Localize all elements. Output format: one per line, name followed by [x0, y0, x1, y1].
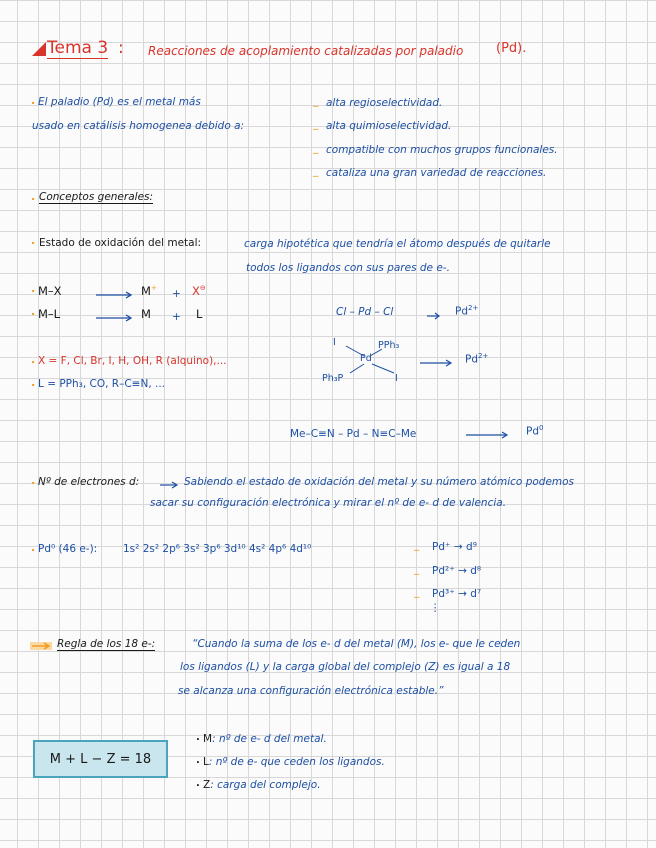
electrones-def-2: sacar su configuración electrónica y mirar el nº de e- d de valencia. — [150, 497, 507, 509]
pd2-product: $Pd^{2+}$ — [455, 304, 479, 318]
formula-box — [33, 740, 168, 778]
ion-3: Pd³⁺ → d⁷ — [432, 588, 482, 600]
l-symbol: L — [196, 307, 203, 321]
def-l: L: nº de e- que ceden los ligandos. — [203, 756, 385, 768]
nitrile-complex: Me–C≡N – Pd – N≡C–Me — [290, 428, 417, 440]
page-subtitle: Reacciones de acoplamiento catalizadas por paladio — [148, 44, 464, 58]
electron-config: 1s² 2s² 2p⁶ 3s² 3p⁶ 3d¹⁰ 4s² 4p⁶ 4d¹⁰ — [123, 543, 312, 555]
complex-pd: Pd — [360, 353, 372, 364]
ion-dash: _ — [414, 539, 420, 551]
bullet-dot: . — [31, 234, 36, 247]
bullet-dot: . — [31, 474, 36, 487]
intro-line-2: usado en catálisis homogenea debido a: — [32, 120, 245, 132]
page-title: Tema 3 — [47, 38, 109, 58]
bullet-dot: . — [196, 778, 200, 789]
ion-2: Pd²⁺ → d⁸ — [432, 565, 482, 577]
regla-quote-3: se alcanza una configuración electrónica estable.” — [178, 685, 444, 697]
intro-line-1: El paladio (Pd) es el metal más — [38, 96, 201, 108]
mplus: M+ — [141, 284, 157, 298]
bullet-dot: . — [31, 190, 36, 203]
x-list: X = F, Cl, Br, I, H, OH, R (alquino),... — [38, 355, 227, 367]
reason-dash: _ — [313, 165, 319, 177]
complex-ph3p: Ph₃P — [322, 373, 344, 384]
regla-quote-1: “Cuando la suma de los e- d del metal (M), los e- que le ceden — [192, 638, 521, 650]
plus-sign: + — [172, 311, 181, 323]
oxidacion-label: Estado de oxidación del metal: — [39, 237, 202, 249]
regla-quote-2: los ligandos (L) y la carga global del complejo (Z) es igual a 18 — [180, 661, 511, 673]
complex-i1: I — [333, 337, 336, 348]
def-z: Z: carga del complejo. — [203, 779, 321, 791]
reason-dash: _ — [313, 142, 319, 154]
m-symbol: M — [141, 307, 151, 321]
bullet-dot: . — [31, 94, 36, 107]
reason-dash: _ — [313, 95, 319, 107]
formula-text: M + L − Z = 18 — [49, 752, 152, 767]
bullet-dot: . — [31, 282, 36, 295]
complex-i2: I — [395, 373, 398, 384]
ion-1: Pd⁺ → d⁹ — [432, 541, 477, 553]
oxidacion-def-1: carga hipotética que tendría el átomo después de quitarle — [244, 238, 551, 250]
bullet-dot: . — [31, 305, 36, 318]
regla-label: Regla de los 18 e-: — [57, 638, 156, 650]
ion-dash: _ — [414, 563, 420, 575]
config-label: Pd⁰ (46 e-): — [38, 543, 98, 555]
bullet-dot: . — [31, 353, 36, 366]
pd2b-product: $Pd^{2+}$ — [465, 352, 489, 366]
reason-2: alta quimioselectividad. — [326, 120, 452, 132]
mx-formula: M–X — [38, 284, 62, 298]
bullet-dot: . — [31, 541, 36, 554]
bullet-dot: . — [196, 732, 200, 743]
complex-pph3: PPh₃ — [378, 340, 400, 351]
reason-1: alta regioselectividad. — [326, 97, 443, 109]
conceptos-heading: Conceptos generales: — [39, 191, 154, 203]
electrones-def-1: Sabiendo el estado de oxidación del metal y su número atómico podemos — [184, 476, 575, 488]
plus-sign: + — [172, 288, 181, 300]
bullet-dot: . — [196, 755, 200, 766]
reason-dash: _ — [313, 118, 319, 130]
xminus: X⊖ — [192, 284, 206, 298]
ion-dash: _ — [414, 586, 420, 598]
pd0-product: Pd$^0$ — [526, 424, 544, 438]
reason-4: cataliza una gran variedad de reacciones. — [326, 167, 547, 179]
clpdcl-formula: Cl – Pd – Cl — [336, 306, 394, 318]
title-colon: : — [118, 38, 124, 58]
bullet-dot: . — [31, 376, 36, 389]
def-m: M: nº de e- d del metal. — [203, 733, 327, 745]
ml-formula: M–L — [38, 307, 61, 321]
oxidacion-def-2: todos los ligandos con sus pares de e-. — [246, 262, 450, 274]
electrones-label: Nº de electrones d: — [38, 476, 140, 488]
l-list: L = PPh₃, CO, R–C≡N, ... — [38, 378, 166, 390]
page-subtitle-pd: (Pd). — [496, 41, 527, 56]
reason-3: compatible con muchos grupos funcionales. — [326, 144, 558, 156]
ion-ellipsis: ⋮ — [430, 602, 441, 614]
